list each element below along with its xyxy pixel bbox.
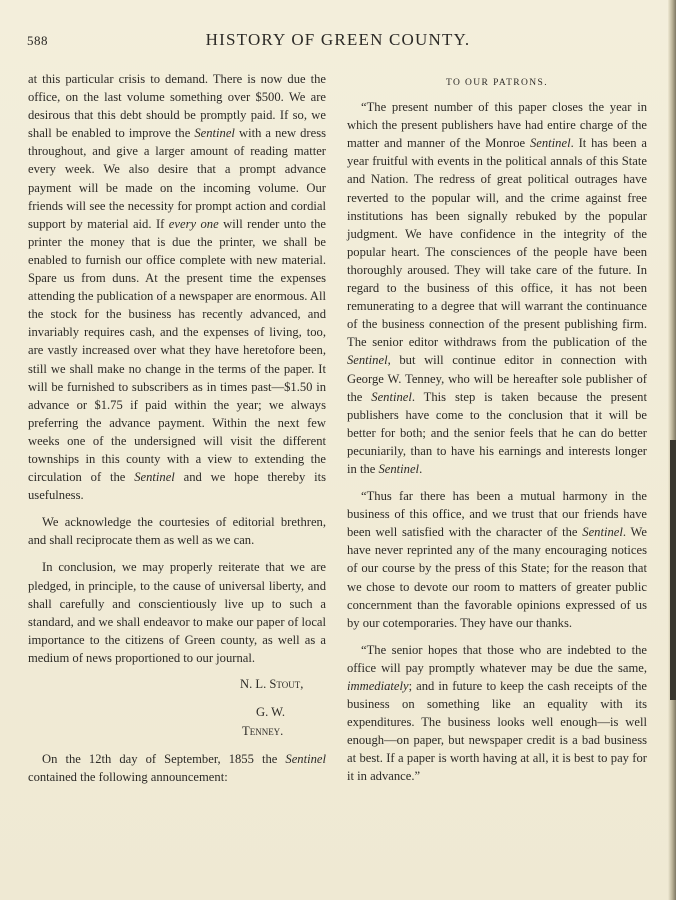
emphasis: Sentinel	[378, 461, 420, 476]
right-paragraph-1: “The present number of this paper closes the year in which the present publishers have had entire charge of the matter and manner of the Monroe Sentinel. It has been a year fruitful with events in the political annals of this State and Nation. The redress of great political outrages have reverted to the popular will, and the crime against free institutions has been signally rebuked by the popular judgment. We have confidence in the integrity of the popular heart. The consciences of the people have been thoroughly aroused. They will take care of the future. In regard to the business of this office, it has not been remunerating to a degree that will warrant the continuance of the business connection of the present publishing firm. The senior editor withdraws from the publication of the Sentinel, but will continue editor in connection with George W. Tenney, who will be hereafter sole publisher of the Sentinel. This step is taken because the present publishers have come to the conclusion that it will be better for both; and the senior feels that he can do better pecuniarily, than to have his earnings and interests longer in the Sentinel.	[347, 100, 647, 476]
signature-stout: N. L. Stout,	[240, 677, 304, 691]
right-paragraph-3: “The senior hopes that those who are indebted to the office will pay promptly whatever may be due the same, immediately; and in future to keep the cash receipts of the business on something like an equality with its expenditures. The business looks well enough—is well enough—on paper, but newspaper credit is a bad business at best. If a paper is worth having at all, it is best to pay for it in advance.”	[347, 642, 647, 784]
emphasis: Sentinel	[371, 389, 412, 404]
right-paragraph-2: “Thus far there has been a mutual harmony in the business of this office, and we trust that our friends have been well satisfied with the character of the Sentinel. We have never reprinted any of the many encouraging notices of our course by the press of this State; for the reason that we chose to devote our room to matters of greater public concernment than the favorable opinions expressed of us by our cotemporaries. They have our thanks.	[347, 489, 647, 630]
emphasis: Sentinel	[134, 470, 175, 485]
emphasis: Sentinel	[194, 126, 235, 141]
page-number: 588	[27, 33, 48, 48]
left-paragraph-1: at this particular crisis to demand. There is now due the office, on the last volume something over $500. We are desirous that this debt should be promptly paid. If so, we shall be enabled to improve the Sentinel with a new dress throughout, and give a larger amount of reading matter every week. We also desire that a prompt advance payment will be made on the incoming volume. Our friends will see the necessity for prompt action and cordial support by material aid. If every one will render unto the printer the money that is due the printer, we shall be enabled to furnish our office complete with new material. Spare us from duns. At the present time the expenses attending the publication of a newspaper are enormous. All the stock for the business has recently advanced, and invariably requires cash, and the expenses of living, too, are vastly increased over what they have heretofore been, still we shall make no change in the terms of the paper. It will be furnished to subscribers as in times past—$1.50 in advance or $1.75 if paid within the year; we always preferring the advance payment. Within the next few weeks one of the undersigned will visit the different townships in this county with a view to extending the circulation of the Sentinel and we hope thereby its usefulness.	[28, 72, 327, 503]
left-column	[28, 70, 326, 795]
emphasis: Sentinel	[285, 752, 326, 766]
signature-tenney: G. W. Tenney.	[242, 705, 286, 738]
emphasis: Sentinel	[347, 353, 388, 368]
running-title: HISTORY OF GREEN COUNTY.	[205, 30, 471, 49]
section-heading: TO OUR PATRONS.	[445, 78, 549, 88]
right-column	[347, 70, 647, 795]
emphasis: immediately	[347, 679, 409, 693]
emphasis: Sentinel	[582, 525, 623, 540]
left-paragraph-3: In conclusion, we may properly reiterate that we are pledged, in principle, to the cause of universal liberty, and shall carefully and conscientiously live up to such a standard, and we shall endeavor to make our paper of local importance to the citizens of Green county, as well as a medium of news proportioned to our journal.	[28, 560, 326, 665]
emphasis: every one	[168, 216, 219, 231]
left-paragraph-4: On the 12th day of September, 1855 the Sentinel contained the following announcement:	[28, 752, 326, 785]
page-edge-mark	[670, 440, 676, 700]
left-paragraph-2: We acknowledge the courtesies of editorial brethren, and shall reciprocate them as well as we can.	[28, 515, 326, 548]
emphasis: Sentinel	[530, 136, 571, 151]
